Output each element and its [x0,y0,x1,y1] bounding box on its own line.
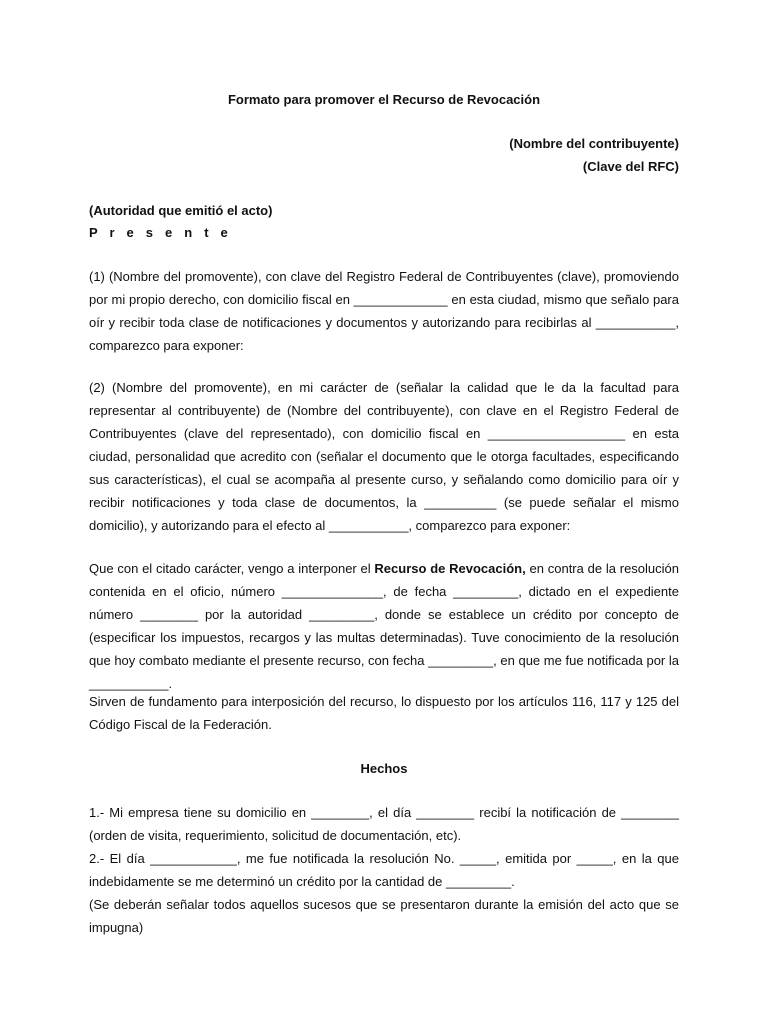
paragraph-representative [89,376,679,537]
paragraph-text: (2) (Nombre del promovente), en mi carácter de (señalar la calidad que le da la facultad para representar al contribuyente) de (Nombre del contribuyente), con clave en el Registro Federal de Contribuyentes (clave del representado), con domicilio fiscal en ___________________ en esta ciudad, personalidad que acredito con (señalar el documento que le otorga facultades, especificando sus características), el cual se acompaña al presente curso, y señalando como domicilio para oír y recibir notificaciones y toda clase de documentos, la __________ (se puede señalar el mismo domicilio), y autorizando para el efecto al ___________, comparezco para exponer: [89,380,679,533]
rfc-placeholder: (Clave del RFC) [582,159,679,174]
recurso-bold-text: Recurso de Revocación, [374,561,526,576]
paragraph-own-right [89,265,679,357]
addressee-block [89,200,272,244]
document-title: Formato para promover el Recurso de Revocación [227,92,541,107]
authority-placeholder: (Autoridad que emitió el acto) [89,203,273,218]
presente-label: P r e s e n t e [89,225,232,240]
hechos-heading: Hechos [360,761,408,776]
hechos-list [89,801,679,939]
list-item: 1.- Mi empresa tiene su domicilio en ________, el día ________ recibí la notificación de ________ (orden de visita, requerimiento, solicitud de documentación, etc). [89,805,679,843]
paragraph-legal-basis [89,690,679,736]
paragraph-text: Sirven de fundamento para interposición del recurso, lo dispuesto por los artículos 116, 117 y 125 del Código Fiscal de la Federación. [89,694,679,732]
list-item: 2.- El día ____________, me fue notificada la resolución No. _____, emitida por _____, en la que indebidamente se me determinó un crédito por la cantidad de _________. [89,851,679,889]
taxpayer-header [509,132,679,178]
paragraph-text-start: Que con el citado carácter, vengo a interponer el [89,561,375,576]
paragraph-recurso [89,557,679,695]
list-item: (Se deberán señalar todos aquellos sucesos que se presentaron durante la emisión del acto que se impugna) [89,897,679,935]
paragraph-text-end: en contra de la resolución contenida en el oficio, número ______________, de fecha _________, dictado en el expediente número ________ por la autoridad _________, donde se establece un crédito por concepto de (especificar los impuestos, recargos y las multas determinadas). Tuve conocimiento de la resolución que hoy combato mediante el presente recurso, con fecha _________, en que me fue notificada por la ___________. [89,561,679,691]
paragraph-text [89,557,679,695]
taxpayer-name-placeholder: (Nombre del contribuyente) [509,136,679,151]
paragraph-text: (1) (Nombre del promovente), con clave del Registro Federal de Contribuyentes (clave), promoviendo por mi propio derecho, con domicilio fiscal en _____________ en esta ciudad, mismo que señalo para oír y recibir toda clase de notificaciones y documentos y autorizando para recibirlas al ___________, comparezco para exponer: [89,269,679,353]
